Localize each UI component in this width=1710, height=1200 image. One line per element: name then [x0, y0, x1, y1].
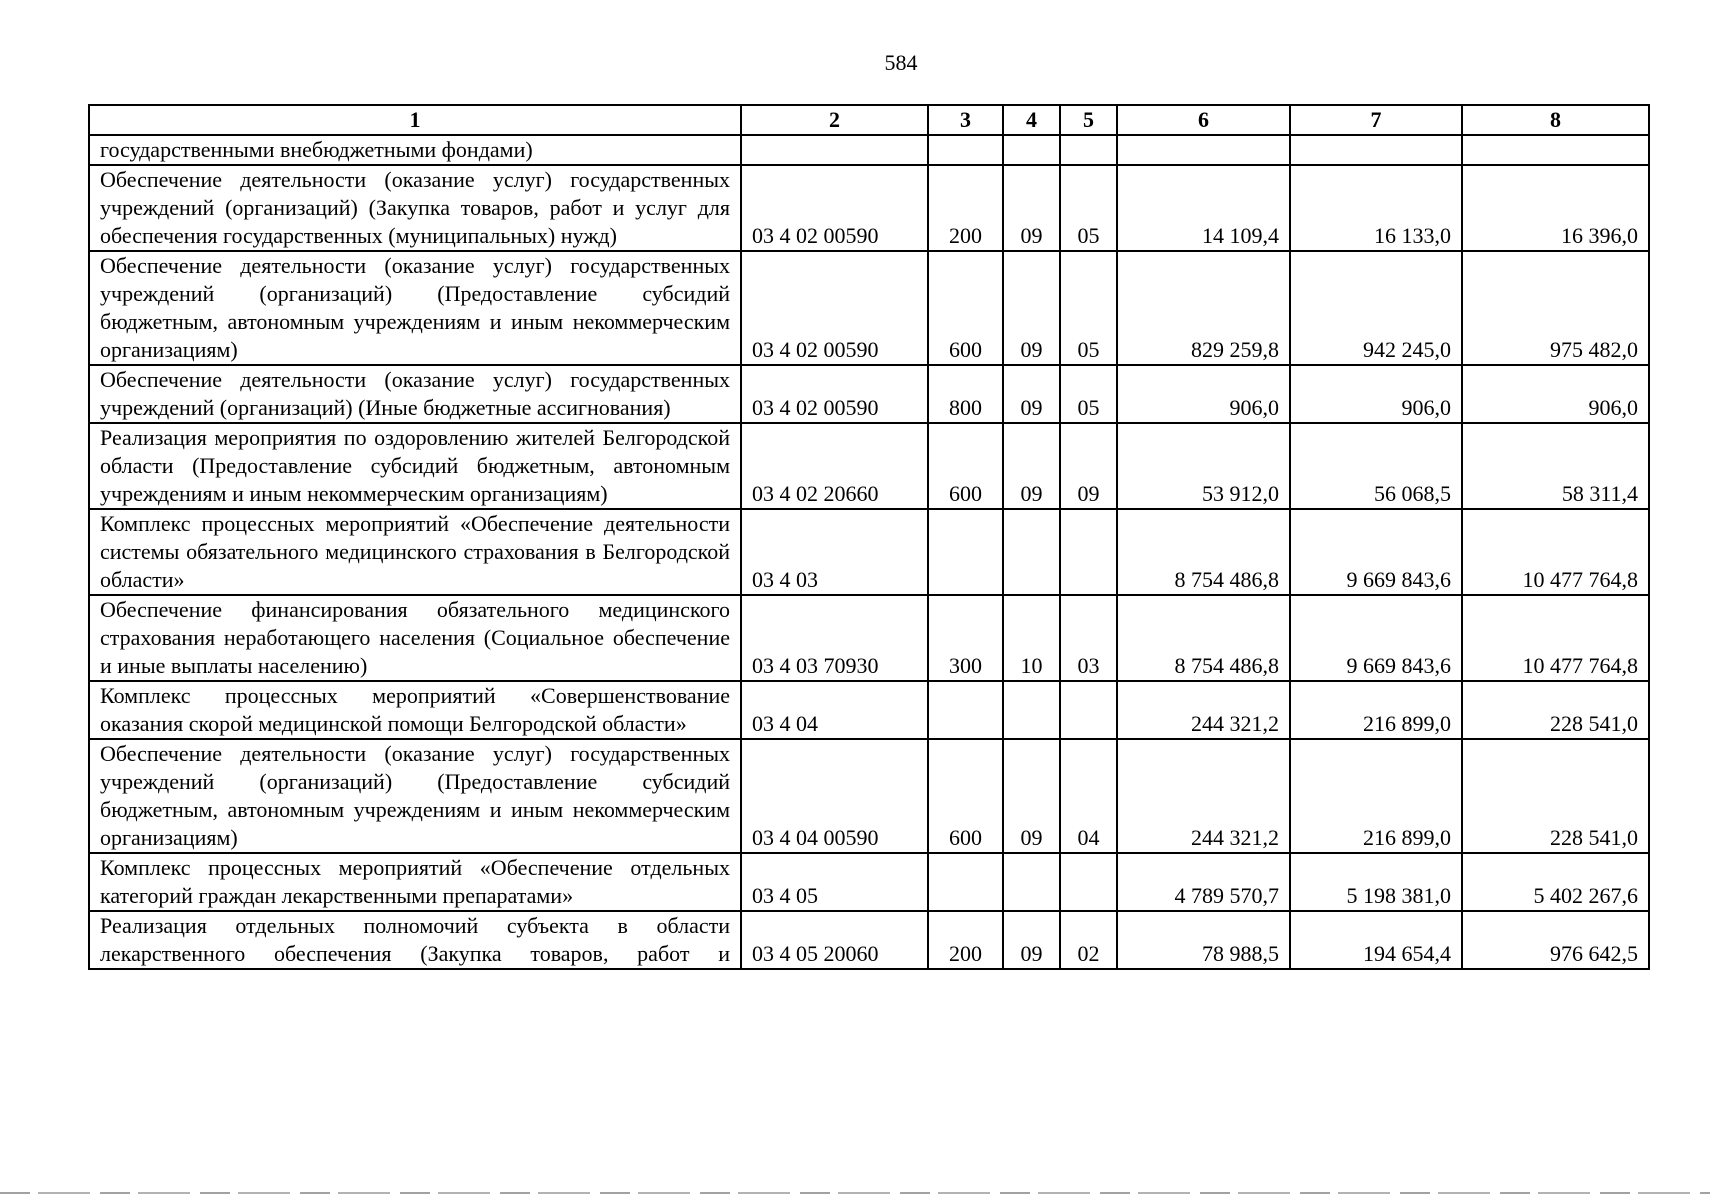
row-c3: 600 — [928, 739, 1003, 853]
row-description: Реализация отдельных полномочий субъекта в области лекарственного обеспечения (Закупка товаров, работ и — [89, 911, 741, 969]
row-value-7: 5 198 381,0 — [1290, 853, 1462, 911]
row-value-7: 56 068,5 — [1290, 423, 1462, 509]
table-row — [89, 739, 1649, 853]
row-value-7: 216 899,0 — [1290, 739, 1462, 853]
row-c4: 09 — [1003, 423, 1060, 509]
row-c4: 09 — [1003, 251, 1060, 365]
row-c4: 09 — [1003, 365, 1060, 423]
row-value-7: 906,0 — [1290, 365, 1462, 423]
page-number: 584 — [884, 50, 918, 75]
row-code — [741, 135, 928, 165]
row-c5 — [1060, 853, 1117, 911]
row-c5 — [1060, 509, 1117, 595]
row-c3: 200 — [928, 911, 1003, 969]
row-value-8: 10 477 764,8 — [1462, 595, 1649, 681]
row-code: 03 4 02 00590 — [741, 365, 928, 423]
row-value-6: 244 321,2 — [1117, 739, 1290, 853]
table-row — [89, 165, 1649, 251]
row-value-8: 16 396,0 — [1462, 165, 1649, 251]
row-code: 03 4 02 00590 — [741, 165, 928, 251]
row-c5: 03 — [1060, 595, 1117, 681]
row-c3 — [928, 681, 1003, 739]
scan-artifact-line — [0, 1192, 1710, 1194]
row-value-8: 906,0 — [1462, 365, 1649, 423]
row-description: Комплекс процессных мероприятий «Обеспечение деятельности системы обязательного медицинского страхования в Белгородской области» — [89, 509, 741, 595]
row-description: Обеспечение деятельности (оказание услуг) государственных учреждений (организаций) (Предоставление субсидий бюджетным, автономным учреждениям и иным некоммерческим организациям) — [89, 739, 741, 853]
row-value-7: 16 133,0 — [1290, 165, 1462, 251]
row-value-6: 8 754 486,8 — [1117, 595, 1290, 681]
header-cell-3: 3 — [928, 105, 1003, 135]
row-value-8: 228 541,0 — [1462, 681, 1649, 739]
row-c3 — [928, 135, 1003, 165]
row-code: 03 4 05 — [741, 853, 928, 911]
row-value-6: 244 321,2 — [1117, 681, 1290, 739]
row-value-6: 8 754 486,8 — [1117, 509, 1290, 595]
budget-table — [88, 104, 1650, 970]
row-value-6: 829 259,8 — [1117, 251, 1290, 365]
table-row — [89, 423, 1649, 509]
row-description: Обеспечение деятельности (оказание услуг) государственных учреждений (организаций) (Закупка товаров, работ и услуг для обеспечения государственных (муниципальных) нужд) — [89, 165, 741, 251]
table-row — [89, 135, 1649, 165]
row-c3 — [928, 853, 1003, 911]
header-cell-1: 1 — [89, 105, 741, 135]
row-code: 03 4 05 20060 — [741, 911, 928, 969]
row-c3: 300 — [928, 595, 1003, 681]
row-value-8: 975 482,0 — [1462, 251, 1649, 365]
row-value-7 — [1290, 135, 1462, 165]
row-c4 — [1003, 135, 1060, 165]
row-description: Комплекс процессных мероприятий «Обеспечение отдельных категорий граждан лекарственными препаратами» — [89, 853, 741, 911]
row-c5: 05 — [1060, 365, 1117, 423]
header-cell-7: 7 — [1290, 105, 1462, 135]
row-value-6: 14 109,4 — [1117, 165, 1290, 251]
row-code: 03 4 03 70930 — [741, 595, 928, 681]
row-c5: 05 — [1060, 165, 1117, 251]
row-description: Комплекс процессных мероприятий «Совершенствование оказания скорой медицинской помощи Белгородской области» — [89, 681, 741, 739]
row-c3 — [928, 509, 1003, 595]
row-c5: 04 — [1060, 739, 1117, 853]
row-value-8: 5 402 267,6 — [1462, 853, 1649, 911]
row-c4: 09 — [1003, 739, 1060, 853]
row-c5: 09 — [1060, 423, 1117, 509]
row-value-6: 78 988,5 — [1117, 911, 1290, 969]
row-c3: 200 — [928, 165, 1003, 251]
row-value-7: 9 669 843,6 — [1290, 595, 1462, 681]
row-code: 03 4 04 — [741, 681, 928, 739]
row-c5 — [1060, 681, 1117, 739]
header-cell-8: 8 — [1462, 105, 1649, 135]
row-value-8 — [1462, 135, 1649, 165]
row-c4: 09 — [1003, 911, 1060, 969]
row-value-8: 10 477 764,8 — [1462, 509, 1649, 595]
header-row — [89, 105, 1649, 135]
row-value-6: 53 912,0 — [1117, 423, 1290, 509]
row-value-8: 976 642,5 — [1462, 911, 1649, 969]
row-value-6: 4 789 570,7 — [1117, 853, 1290, 911]
header-cell-6: 6 — [1117, 105, 1290, 135]
header-cell-4: 4 — [1003, 105, 1060, 135]
row-description: Реализация мероприятия по оздоровлению жителей Белгородской области (Предоставление субсидий бюджетным, автономным учреждениям и иным некоммерческим организациям) — [89, 423, 741, 509]
row-value-8: 58 311,4 — [1462, 423, 1649, 509]
row-description: Обеспечение деятельности (оказание услуг) государственных учреждений (организаций) (Предоставление субсидий бюджетным, автономным учреждениям и иным некоммерческим организациям) — [89, 251, 741, 365]
row-code: 03 4 02 00590 — [741, 251, 928, 365]
table-row — [89, 251, 1649, 365]
row-c4 — [1003, 853, 1060, 911]
row-value-7: 9 669 843,6 — [1290, 509, 1462, 595]
table-row — [89, 681, 1649, 739]
header-cell-5: 5 — [1060, 105, 1117, 135]
row-description: Обеспечение финансирования обязательного медицинского страхования неработающего населения (Социальное обеспечение и иные выплаты населению) — [89, 595, 741, 681]
row-value-6 — [1117, 135, 1290, 165]
row-code: 03 4 02 20660 — [741, 423, 928, 509]
row-c5: 02 — [1060, 911, 1117, 969]
row-c4 — [1003, 509, 1060, 595]
row-description: Обеспечение деятельности (оказание услуг) государственных учреждений (организаций) (Иные бюджетные ассигнования) — [89, 365, 741, 423]
row-c5 — [1060, 135, 1117, 165]
table-row — [89, 911, 1649, 969]
row-c4 — [1003, 681, 1060, 739]
header-cell-2: 2 — [741, 105, 928, 135]
row-code: 03 4 03 — [741, 509, 928, 595]
row-value-8: 228 541,0 — [1462, 739, 1649, 853]
row-value-7: 216 899,0 — [1290, 681, 1462, 739]
row-c4: 09 — [1003, 165, 1060, 251]
row-code: 03 4 04 00590 — [741, 739, 928, 853]
table-row — [89, 595, 1649, 681]
table-row — [89, 365, 1649, 423]
row-c5: 05 — [1060, 251, 1117, 365]
row-value-7: 942 245,0 — [1290, 251, 1462, 365]
table-row — [89, 509, 1649, 595]
row-c3: 600 — [928, 251, 1003, 365]
row-value-7: 194 654,4 — [1290, 911, 1462, 969]
row-value-6: 906,0 — [1117, 365, 1290, 423]
row-c4: 10 — [1003, 595, 1060, 681]
table-row — [89, 853, 1649, 911]
row-c3: 600 — [928, 423, 1003, 509]
row-description: государственными внебюджетными фондами) — [89, 135, 741, 165]
row-c3: 800 — [928, 365, 1003, 423]
